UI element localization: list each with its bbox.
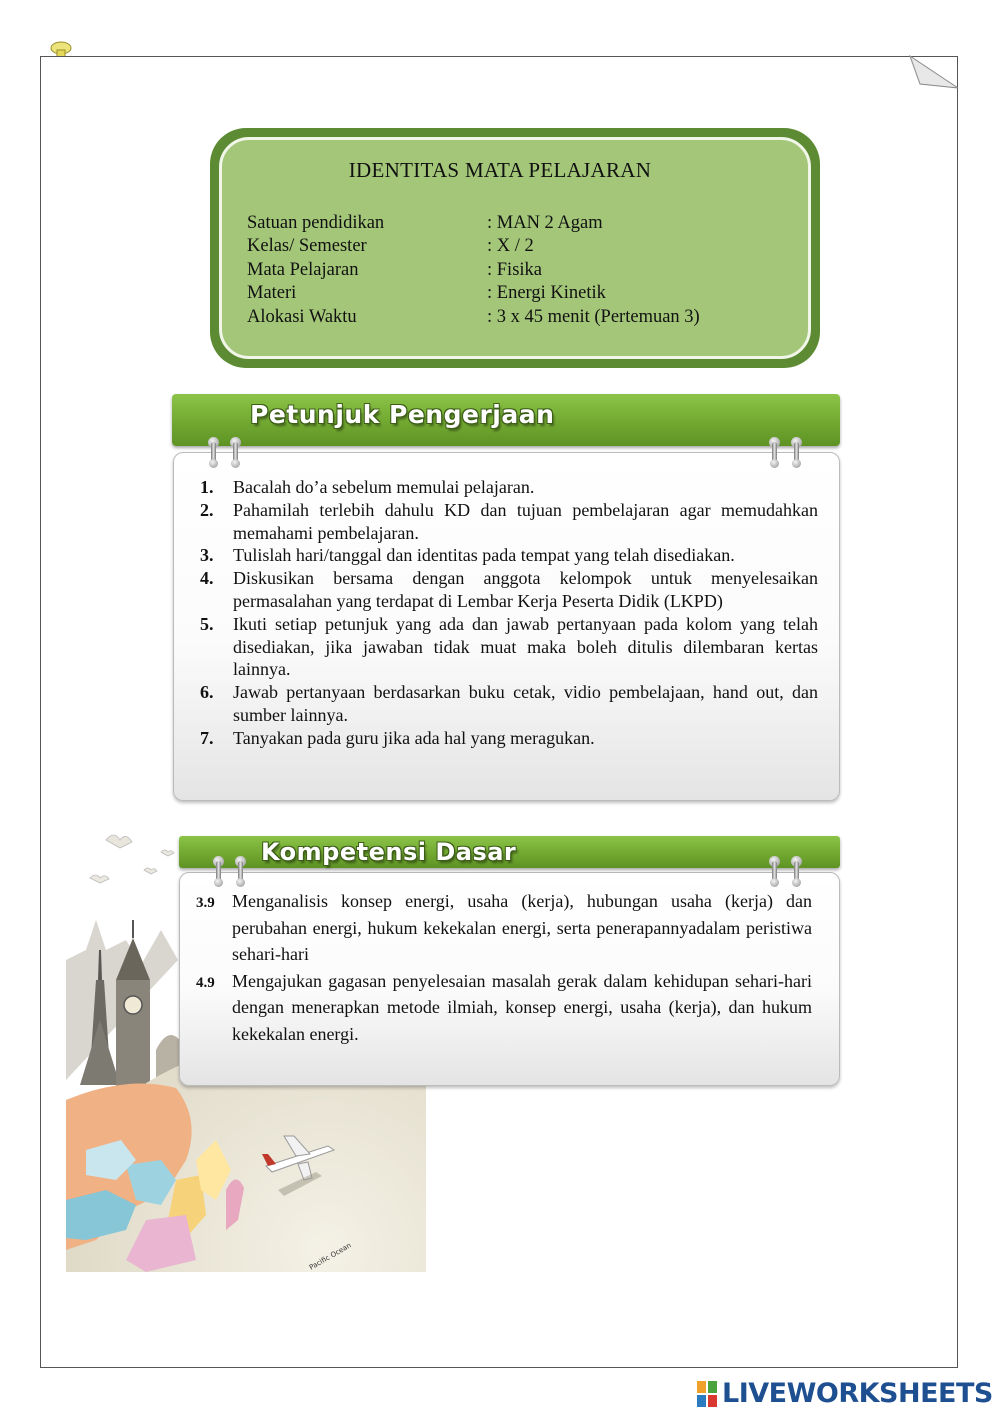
list-item bbox=[200, 681, 818, 727]
item-number: 3. bbox=[200, 545, 214, 566]
identity-row bbox=[247, 212, 700, 235]
liveworksheets-logo-icon bbox=[697, 1381, 719, 1407]
kd-number: 3.9 bbox=[196, 895, 215, 911]
item-number: 2. bbox=[200, 499, 214, 520]
item-text: Jawab pertanyaan berdasarkan buku cetak, vidio pembelajaan, hand out, dan sumber lainnya. bbox=[233, 682, 818, 725]
identity-title: IDENTITAS MATA PELAJARAN bbox=[348, 158, 652, 182]
list-item bbox=[200, 476, 818, 499]
list-item bbox=[200, 613, 818, 681]
identity-label: Mata Pelajaran bbox=[247, 259, 359, 280]
binder-ring-icon bbox=[235, 856, 246, 890]
identity-value: : Energi Kinetik bbox=[487, 283, 606, 304]
brand-name: LIVEWORKSHEETS bbox=[722, 1378, 993, 1409]
binder-ring-icon bbox=[791, 437, 802, 471]
binder-ring-icon bbox=[208, 437, 219, 471]
identity-row bbox=[247, 282, 700, 305]
item-number: 6. bbox=[200, 682, 214, 703]
kd-text: Mengajukan gagasan penyelesaian masalah gerak dalam kehidupan sehari-hari dengan menerapkan metode ilmiah, konsep energi, usaha (kerja), dan hukum kekekalan energi. bbox=[232, 970, 812, 1044]
identity-value: : MAN 2 Agam bbox=[487, 213, 603, 233]
item-number: 5. bbox=[200, 613, 214, 634]
identity-label: Kelas/ Semester bbox=[247, 236, 367, 257]
item-text: Ikuti setiap petunjuk yang ada dan jawab pertanyaan pada kolom yang telah disediakan, jika jawaban tidak muat maka boleh ditulis dilembaran kertas lainnya. bbox=[233, 613, 818, 680]
kd-text: Menganalisis konsep energi, usaha (kerja), hubungan usaha (kerja) dan perubahan energi, hukum kekekalan energi, serta penerapannyadalam peristiwa sehari-hari bbox=[232, 891, 812, 964]
item-number: 4. bbox=[200, 568, 214, 589]
identity-row bbox=[247, 235, 700, 258]
item-text: Bacalah do’a sebelum memulai pelajaran. bbox=[233, 477, 535, 497]
kd-number: 4.9 bbox=[196, 974, 215, 991]
kd-title: Kompetensi Dasar bbox=[261, 838, 517, 866]
identity-label: Satuan pendidikan bbox=[247, 213, 385, 233]
item-text: Diskusikan bersama dengan anggota kelompok untuk menyelesaikan permasalahan yang terdapat di Lembar Kerja Peserta Didik (LKPD) bbox=[233, 568, 818, 611]
binder-ring-icon bbox=[769, 856, 780, 890]
identity-row bbox=[247, 306, 700, 329]
kd-list bbox=[196, 888, 812, 1047]
list-item bbox=[196, 888, 812, 968]
list-item bbox=[200, 727, 818, 750]
identity-label: Materi bbox=[247, 283, 297, 304]
identity-value: : X / 2 bbox=[487, 236, 534, 257]
binder-ring-icon bbox=[769, 437, 780, 471]
kd-header bbox=[179, 836, 840, 868]
identity-value: : 3 x 45 menit (Pertemuan 3) bbox=[487, 306, 700, 327]
item-text: Tanyakan pada guru jika ada hal yang meragukan. bbox=[233, 727, 595, 748]
list-item bbox=[200, 499, 818, 545]
binder-ring-icon bbox=[230, 437, 241, 471]
instructions-header bbox=[172, 394, 840, 446]
identity-table bbox=[247, 212, 700, 329]
identity-row bbox=[247, 259, 700, 282]
identity-value: : Fisika bbox=[487, 259, 542, 280]
identity-label: Alokasi Waktu bbox=[247, 306, 357, 327]
svg-text:Pacific Ocean: Pacific Ocean bbox=[308, 1241, 353, 1272]
instructions-list bbox=[200, 476, 818, 750]
item-text: Pahamilah terlebih dahulu KD dan tujuan pembelajaran agar memudahkan memahami pembelajaran. bbox=[233, 499, 818, 543]
page-fold-corner bbox=[908, 54, 960, 90]
item-number: 1. bbox=[200, 477, 214, 497]
list-item bbox=[200, 544, 818, 567]
binder-ring-icon bbox=[791, 856, 802, 890]
binder-ring-icon bbox=[213, 856, 224, 890]
list-item bbox=[196, 968, 812, 1048]
item-number: 7. bbox=[200, 727, 214, 748]
instructions-title: Petunjuk Pengerjaan bbox=[250, 400, 555, 429]
item-text: Tulislah hari/tanggal dan identitas pada tempat yang telah disediakan. bbox=[233, 545, 735, 566]
list-item bbox=[200, 567, 818, 613]
liveworksheets-logo[interactable] bbox=[697, 1378, 993, 1409]
